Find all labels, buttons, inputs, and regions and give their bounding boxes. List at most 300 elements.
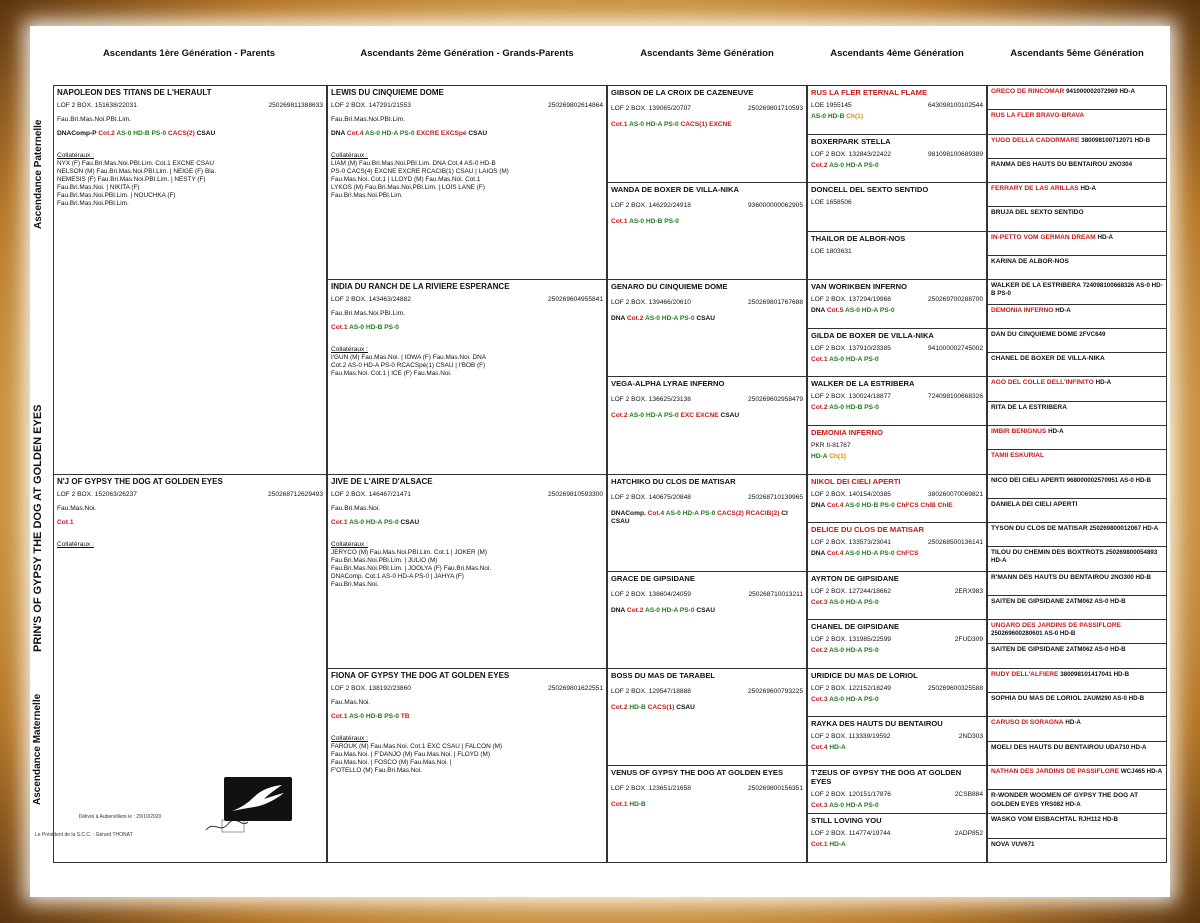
pedigree-cell (987, 376, 1167, 401)
registration-number: LOF 2 BOX. 114774/19744 (811, 830, 891, 838)
dog-name: RUS LA FLER ETERNAL FLAME (811, 88, 928, 97)
tests-line (811, 162, 983, 170)
label-paternal: Ascendance Paternelle (33, 119, 44, 229)
registration-number: LOF 2 BOX. 122152/18249 (811, 684, 891, 692)
dog-name: CHANEL DE GIPSIDANE (811, 622, 900, 632)
reg-row (811, 830, 983, 838)
test-result: HD-A (811, 452, 830, 460)
dog-name: WALKER DE LA ESTRIBERA (991, 282, 1081, 290)
dog-name: VENUS OF GYPSY THE DOG AT GOLDEN EYES (611, 767, 784, 777)
dog-info: 2ATM062 AS-0 HD-B (1066, 646, 1126, 654)
test-result: Cot.4 (647, 509, 666, 517)
reg-row (57, 491, 323, 499)
president-text: Le Président de la S.C.C. : Gérard THONAT (35, 832, 133, 838)
tests-line (811, 307, 983, 315)
test-result: Cot.3 (811, 801, 830, 809)
tests-line (811, 744, 983, 752)
chip-number: 250269600325588 (927, 684, 983, 692)
registration-number: LOF 2 BOX. 133573/23041 (811, 539, 891, 547)
test-result: Cot.2 (626, 315, 645, 323)
registration-number: LOF 2 BOX. 129547/18888 (611, 687, 691, 695)
test-result: Cot.1 (331, 518, 350, 526)
pedigree-cell (987, 765, 1167, 790)
tests-line (331, 324, 603, 332)
reg-row (331, 491, 603, 499)
dog-name: NAPOLEON DES TITANS DE L'HERAULT (57, 88, 212, 97)
test-result: DNA (811, 501, 827, 509)
collateral-line: F'OTELLO (M) Fau.Bri.Mas.Noi. (331, 766, 423, 774)
registration-number: LOF 2 BOX. 120151/17876 (811, 790, 891, 798)
tests-line (57, 519, 323, 527)
dog-info: HD-A (1097, 233, 1113, 241)
test-result: AS-0 HD-A PS-0 (364, 130, 417, 137)
tests-line (811, 647, 983, 655)
pedigree-cell (987, 571, 1167, 596)
dog-name: SOPHIA DU MAS DE LORIOL (991, 695, 1082, 703)
pedigree-cell (987, 158, 1167, 183)
pedigree-cell (987, 595, 1167, 620)
dog-name: FERRARY DE LAS ARILLAS (991, 185, 1079, 193)
dog-name: DANIELA DEI CIELI APERTI (991, 500, 1078, 508)
dog-name: N'J OF GYPSY THE DOG AT GOLDEN EYES (57, 476, 223, 486)
pedigree-cell (807, 716, 987, 766)
pedigree-cell (987, 813, 1167, 838)
chip-number: 941000002745002 (927, 344, 983, 352)
chip-number: 250269811388633 (268, 102, 323, 109)
dog-name: RAYKA DES HAUTS DU BENTAIROU (811, 719, 943, 729)
chip-number: 643098100102544 (927, 102, 983, 109)
registration-number: LOE 1803631 (811, 247, 852, 255)
test-result: Cot.4 (826, 550, 845, 558)
chip-number: 250269801710593 (747, 105, 803, 112)
collateral-line: Fau.Bri.Mas.Noi.PBI.Lim. (57, 200, 129, 207)
tests-line (611, 218, 803, 226)
test-result: HD-B (629, 703, 648, 711)
tests-line (611, 801, 803, 809)
pedigree-cell (807, 279, 987, 329)
pedigree-cell (807, 328, 987, 378)
collateral-line: Fau.Bri.Mas.Noi.PBI.Lim. | JULIO (M) (331, 556, 438, 564)
reg-row (811, 102, 983, 110)
registration-number: LOF 2 BOX. 123651/21658 (611, 784, 691, 792)
pedigree-cell (987, 255, 1167, 280)
dog-name: LEWIS DU CINQUIEME DOME (331, 88, 444, 97)
tests-line (611, 315, 803, 323)
pedigree-cell (987, 692, 1167, 717)
test-result: AS-0 HD-B PS-0 (349, 712, 401, 720)
registration-number: LOF 2 BOX. 138604/24059 (611, 590, 691, 598)
test-result: Cot.2 (811, 647, 830, 655)
dog-name: DAN DU CINQUIEME DOME (991, 330, 1078, 338)
chip-number: 2ADP852 (954, 830, 983, 838)
registration-number: LOE 1658506 (811, 199, 852, 207)
collaterals-label: Collatéraux : (57, 540, 95, 548)
chip-number: 250269810593300 (547, 490, 603, 498)
reg-row (811, 636, 983, 644)
dog-info: 250269600280601 AS-0 HD-B (991, 630, 1076, 638)
tests-line (811, 113, 983, 121)
pedigree-cell (327, 279, 607, 474)
test-result: AS-0 HD-A PS-0 (629, 121, 681, 128)
dog-info: 2NO300 HD-B (1110, 573, 1152, 581)
collaterals-label: Collatéraux : (331, 734, 369, 742)
pedigree-cell (807, 85, 987, 135)
chip-number: 250269602958479 (747, 396, 803, 404)
pedigree-cell (987, 401, 1167, 426)
coat-colors: Fau.Mas.Noi. (57, 504, 97, 512)
tests-line (811, 696, 983, 704)
chip-number: 250269802614864 (547, 102, 603, 109)
pedigree-cell (807, 134, 987, 184)
pedigree-cell (607, 474, 807, 572)
test-result: Cot.1 (611, 800, 630, 808)
pedigree-cell (987, 449, 1167, 474)
tests-line (811, 502, 983, 510)
dog-info: 724098100668326 AS-0 HD-B PS-0 (991, 282, 1163, 298)
pedigree-cell (607, 182, 807, 280)
test-result: AS-0 HD-A PS-0 (829, 647, 879, 655)
registration-number: LOF 2 BOX. 147291/21553 (331, 102, 411, 109)
collateral-line: LIAM (M) Fau.Bri.Mas.Noi.PBI.Lim. DNA Cot.4 AS-0 HD-B (331, 160, 496, 167)
dog-name: BOSS DU MAS DE TARABEL (611, 670, 716, 680)
test-result: CACS(1) (647, 703, 677, 711)
pedigree-cell (987, 231, 1167, 256)
test-result: CACS(1) EXCNE (680, 121, 732, 128)
dog-info: UDA710 HD-A (1105, 743, 1147, 751)
reg-row (611, 396, 803, 404)
pedigree-cell (987, 109, 1167, 134)
pedigree-cell (987, 328, 1167, 353)
registration-number: LOF 2 BOX. 152063/26237 (57, 490, 137, 498)
test-result: CACS(2) RCACIB(2) (717, 509, 782, 517)
tests-line (611, 510, 803, 526)
pedigree-cell (987, 474, 1167, 499)
pedigree-cell (987, 498, 1167, 523)
test-result: Cot.1 (611, 218, 630, 226)
dog-name: THAILOR DE ALBOR-NOS (811, 233, 906, 243)
pedigree-cell (987, 546, 1167, 571)
test-result: Cot.4 (346, 130, 365, 137)
registration-number: LOF 2 BOX. 137910/23385 (811, 344, 891, 352)
collateral-line: NELSON (M) Fau.Bri.Mas.Noi.PBI.Lim. | NEIGE (F) Bla. (57, 168, 216, 175)
dog-name: UNGARO DES JARDINS DE PASSIFLORE (991, 622, 1121, 630)
test-result: AS-0 HD-A PS-0 (665, 509, 718, 517)
reg-row (811, 151, 983, 159)
chip-number: 250269801622551 (547, 684, 603, 692)
tests-line (811, 404, 983, 412)
test-result: Ch(1) (846, 113, 864, 120)
chip-number: 250268500136141 (927, 539, 983, 547)
coat-colors: Fau.Bri.Mas.Noi.PBI.Lim. (57, 116, 132, 123)
dog-name: YUGO DELLA CADORMARE (991, 136, 1080, 144)
collateral-line: Fau.Mas.Noi. | F'DANJO (M) Fau.Mas.Noi. | FLOYD (M) (331, 750, 490, 758)
collaterals-label: Collatéraux : (331, 346, 369, 354)
test-result: AS-0 HD-A PS-0 (644, 606, 697, 614)
test-result: DNA (611, 606, 627, 614)
pedigree-cell (987, 279, 1167, 304)
test-result: Cot.2 (611, 412, 630, 420)
reg-row (331, 685, 603, 693)
test-result: AS-0 HD-B PS-0 (116, 130, 169, 137)
collateral-line: NYX (F) Fau.Bri.Mas.Noi.PBI.Lim. Cot.1 EXCNE CSAU (57, 160, 214, 167)
collateral-line: Fau.Bri.Mas.Noi.PBI.Lim. | NOUCHKA (F) (57, 192, 176, 199)
chip-number: 724098100668326 (927, 393, 983, 401)
dog-name: WASKO VOM EISBACHTAL (991, 816, 1077, 824)
collateral-line: Cot.2 AS-0 HD-A PS-0 RCACSpé(1) CSAU | I'BOB (F) (331, 362, 486, 370)
chip-number: 250269700288700 (927, 296, 983, 304)
tests-line (611, 121, 803, 129)
coat-colors: Fau.Bri.Mas.Noi.PBI.Lim. (331, 310, 406, 318)
registration-number: LOF 2 BOX. 138192/23860 (331, 684, 411, 692)
dog-name: RANMA DES HAUTS DU BENTAIROU (991, 160, 1108, 168)
pedigree-cell (987, 352, 1167, 377)
reg-row (811, 345, 983, 353)
pedigree-cell (807, 522, 987, 572)
dog-name: TILOU DU CHEMIN DES BOXTROTS (991, 549, 1104, 557)
dog-name: DEMONIA INFERNO (811, 427, 883, 437)
pedigree-cell (807, 668, 987, 718)
registration-number: LOF 2 BOX. 113339/19592 (811, 733, 891, 741)
pedigree-cell (987, 182, 1167, 207)
pedigree-cell (987, 619, 1167, 644)
test-result: DNA (611, 315, 627, 323)
test-result: Cot.2 (626, 606, 645, 614)
dog-name: RUDY DELL'ALFIERE (991, 670, 1059, 678)
scc-logo-icon (224, 777, 292, 821)
collaterals-label: Collatéraux : (57, 152, 95, 159)
dog-name: FIONA OF GYPSY THE DOG AT GOLDEN EYES (331, 670, 510, 680)
chip-number: 981098100689389 (927, 150, 983, 158)
reg-row (811, 791, 983, 799)
dog-name: DEMONIA INFERNO (991, 306, 1054, 314)
dog-info: 2ATM062 AS-0 HD-B (1066, 597, 1126, 605)
registration-number: LOF 2 BOX. 131985/22599 (811, 636, 891, 644)
reg-row (611, 202, 803, 210)
dog-name: MOELI DES HAUTS DU BENTAIROU (991, 743, 1104, 751)
pedigree-cell (327, 85, 607, 280)
dog-info: WCJ465 HD-A (1120, 767, 1163, 775)
test-result: Cot.3 (811, 695, 830, 703)
test-result: CACS(2) (168, 130, 197, 137)
test-result: DNA (331, 130, 347, 137)
tests-line (331, 519, 603, 527)
pedigree-cell (607, 376, 807, 474)
dog-info: 250269800012067 HD-A (1089, 525, 1159, 533)
pedigree-cell (607, 765, 807, 863)
dog-name: DONCELL DEL SEXTO SENTIDO (811, 185, 929, 195)
dog-name: INDIA DU RANCH DE LA RIVIERE ESPERANCE (331, 282, 510, 292)
test-result: CI CSAU (611, 509, 788, 525)
dog-name: SAITEN DE GIPSIDANE (991, 646, 1065, 654)
test-result: Cot.1 (811, 841, 830, 849)
pedigree-cell (53, 85, 327, 475)
registration-number: LOF 2 BOX. 139466/20610 (611, 299, 691, 307)
coat-colors: Fau.Bri.Mas.Noi.PBI.Lim. (331, 116, 406, 123)
test-result: ChFCS (896, 550, 919, 558)
test-result: Cot.3 (811, 598, 830, 606)
dog-name: R-WONDER WOOMEN OF GYPSY THE DOG AT GOLDEN EYES (991, 792, 1139, 809)
reg-row (811, 539, 983, 547)
test-result: DNAComp-P (57, 130, 99, 137)
dog-name: AYRTON DE GIPSIDANE (811, 573, 899, 583)
chip-number: 250269801767688 (747, 299, 803, 307)
registration-number: LOF 2 BOX. 151638/22031 (57, 102, 137, 109)
registration-number: LOF 2 BOX. 146292/24918 (611, 202, 691, 210)
pedigree-cell (807, 231, 987, 281)
dog-name: NIKOL DEI CIELI APERTI (811, 476, 901, 486)
test-result: AS-0 HD-B PS-0 (349, 324, 399, 332)
dog-info: 968000002570951 AS-0 HD-B (1066, 476, 1151, 484)
dog-info: 2AUM290 AS-0 HD-B (1083, 695, 1145, 703)
reg-row (331, 296, 603, 304)
test-result: CSAU (696, 315, 716, 323)
reg-row (811, 491, 983, 499)
dog-info: 250269800054893 HD-A (991, 549, 1158, 565)
collateral-line: Fau.Mas.Noi. Cot.1 | ICE (F) Fau.Mas.Noi. (331, 370, 452, 378)
dog-name: URIDICE DU MAS DE LORIOL (811, 670, 918, 680)
dog-name: GILDA DE BOXER DE VILLA-NIKA (811, 330, 934, 340)
dog-info: 941000002072969 HD-A (1066, 88, 1135, 95)
test-result: Cot.2 (811, 161, 830, 169)
dog-name: BRUJA DEL SEXTO SENTIDO (991, 209, 1084, 217)
reg-row (811, 588, 983, 596)
test-result: Cot.2 (811, 404, 830, 412)
reg-row (811, 393, 983, 401)
test-result: DNA (811, 550, 827, 558)
collateral-line: I'GUN (M) Fau.Mas.Noi. | IOWA (F) Fau.Mas.Noi. DNA (331, 354, 486, 362)
dog-name: R'MANN DES HAUTS DU BENTAIROU (991, 573, 1109, 581)
test-result: AS-0 HD-B PS-0 (829, 404, 879, 412)
dog-name: TYSON DU CLOS DE MATISAR (991, 525, 1088, 533)
dog-name: GIBSON DE LA CROIX DE CAZENEUVE (611, 88, 754, 97)
tests-line (611, 704, 803, 712)
pedigree-cell (807, 765, 987, 815)
dog-name: GRECO DE RINCOMAR (991, 88, 1065, 95)
reg-row (611, 299, 803, 307)
pedigree-cell (987, 789, 1167, 814)
pedigree-cell (807, 474, 987, 524)
test-result: CSAU (196, 130, 216, 137)
test-result: Cot.1 (331, 712, 350, 720)
tests-line (611, 607, 803, 615)
dog-name: DELICE DU CLOS DE MATISAR (811, 525, 924, 535)
registration-number: LOE 1955145 (811, 102, 852, 109)
dog-name: BOXERPARK STELLA (811, 136, 891, 146)
reg-row (331, 102, 603, 110)
test-result: CSAU (676, 703, 695, 711)
tests-line (811, 802, 983, 810)
dog-name: RITA DE LA ESTRIBERA (991, 403, 1067, 411)
test-result: Cot.4 (811, 744, 830, 752)
pedigree-cell (987, 85, 1167, 110)
pedigree-cell (327, 668, 607, 863)
pedigree-cell (987, 741, 1167, 766)
pedigree-cell (607, 279, 807, 377)
registration-number: LOF 2 BOX. 146467/21471 (331, 490, 411, 498)
tests-line (611, 412, 803, 420)
dog-name: NATHAN DES JARDINS DE PASSIFLORE (991, 767, 1119, 775)
test-result: CSAU (400, 518, 420, 526)
pedigree-cell (987, 838, 1167, 863)
test-result: AS-0 HD-B PS-0 (844, 501, 897, 509)
dog-name: CHANEL DE BOXER DE VILLA-NIKA (991, 355, 1105, 363)
dog-name: AGO DEL COLLE DELL'INFINITO (991, 379, 1094, 387)
dog-name: KARINA DE ALBOR-NOS (991, 257, 1069, 265)
collateral-line: NEMESIS (F) Fau.Bri.Mas.Noi.PBI.Lim. | NESTY (F) (57, 176, 206, 183)
test-result: AS-0 HD-A PS-0 (829, 598, 879, 606)
dog-info: HD-A (1048, 427, 1064, 435)
dog-name: GRACE DE GIPSIDANE (611, 573, 695, 583)
dog-name: RUS LA FLER BRAVO-BRAVA (991, 112, 1085, 120)
tests-line (811, 356, 983, 364)
dog-info: 380098101417041 HD-B (1060, 670, 1130, 678)
dog-info: HD-A (1080, 185, 1096, 193)
collateral-line: FAROUK (M) Fau.Mas.Noi. Cot.1 EXC CSAU | FALCON (M) (331, 742, 503, 750)
dog-info: 2FVC649 (1079, 330, 1106, 338)
test-result: Cot.1 (57, 518, 74, 526)
reg-row (811, 685, 983, 693)
reg-row (611, 105, 803, 113)
test-result: Cot.1 (331, 324, 350, 332)
collateral-line: Fau.Bri.Mas.Noi. | NIKITA (F) (57, 184, 140, 191)
pedigree-cell (807, 182, 987, 232)
collateral-line: Fau.Mas.Noi. | FOSCO (M) Fau.Mas.Noi. | (331, 758, 452, 766)
chip-number: 250269600793225 (747, 687, 803, 695)
test-result: Ch(1) (829, 452, 846, 460)
test-result: HD-A (829, 744, 846, 752)
dog-name: IMBIR BENIGNUS (991, 427, 1047, 435)
test-result: EXCRE EXCSpé (416, 130, 469, 137)
test-result: Cot.2 (611, 703, 630, 711)
pedigree-cell (987, 206, 1167, 231)
test-result: AS-0 HD-A PS-0 (349, 518, 401, 526)
dog-name: HATCHIKO DU CLOS DE MATISAR (611, 476, 736, 486)
pedigree-cell (807, 813, 987, 863)
pedigree-cell (327, 474, 607, 669)
pedigree-cell (987, 134, 1167, 159)
collateral-line: Fau.Bri.Mas.Noi. (331, 580, 379, 588)
dog-name: JIVE DE L'AIRE D'ALSACE (331, 476, 433, 486)
test-result: HD-B (629, 800, 646, 808)
reg-row (611, 785, 803, 793)
collateral-line: DNAComp. Cot.1 AS-0 HD-A PS-0 | JAHYA (F) (331, 572, 464, 580)
dog-info: 2NO304 (1108, 160, 1133, 168)
test-result: AS-0 HD-B PS-0 (629, 218, 679, 226)
tests-line (811, 841, 983, 849)
chip-number: 250269800156351 (747, 784, 803, 792)
dog-name: T'ZEUS OF GYPSY THE DOG AT GOLDEN EYES (811, 767, 962, 786)
test-result: AS-0 HD-A PS-0 (829, 355, 879, 363)
dog-name: VEGA-ALPHA LYRAE INFERNO (611, 379, 725, 389)
dog-name: GENARO DU CINQUIEME DOME (611, 282, 728, 292)
collateral-line: JERYCO (M) Fau.Mas.Noi.PBI.Lim. Cot.1 | JOKER (M) (331, 548, 488, 556)
header-gen2: Ascendants 2ème Génération - Grands-Parents (360, 48, 574, 59)
pedigree-cell (807, 425, 987, 475)
test-result: AS-0 HD-A PS-0 (829, 801, 879, 809)
coat-colors: Fau.Mas.Noi. (331, 698, 371, 706)
test-result: Cot.2 (98, 130, 117, 137)
chip-number: 2FUD309 (954, 636, 983, 644)
registration-number: LOF 2 BOX. 132843/22422 (811, 150, 891, 158)
pedigree-cell (607, 571, 807, 669)
registration-number: LOF 2 BOX. 137294/19968 (811, 296, 891, 304)
test-result: AS-0 HD-A PS-0 (829, 695, 879, 703)
label-dog-name: PRIN'S OF GYPSY THE DOG AT GOLDEN EYES (32, 404, 44, 652)
collateral-line: PS-0 CACS(4) EXCNE EXCRE RCACIB(1) CSAU | LAIOS (M) (331, 168, 509, 175)
test-result: CSAU (696, 606, 716, 614)
dog-name: STILL LOVING YOU (811, 816, 882, 826)
test-result: AS-0 HD-A PS-0 (844, 550, 897, 558)
